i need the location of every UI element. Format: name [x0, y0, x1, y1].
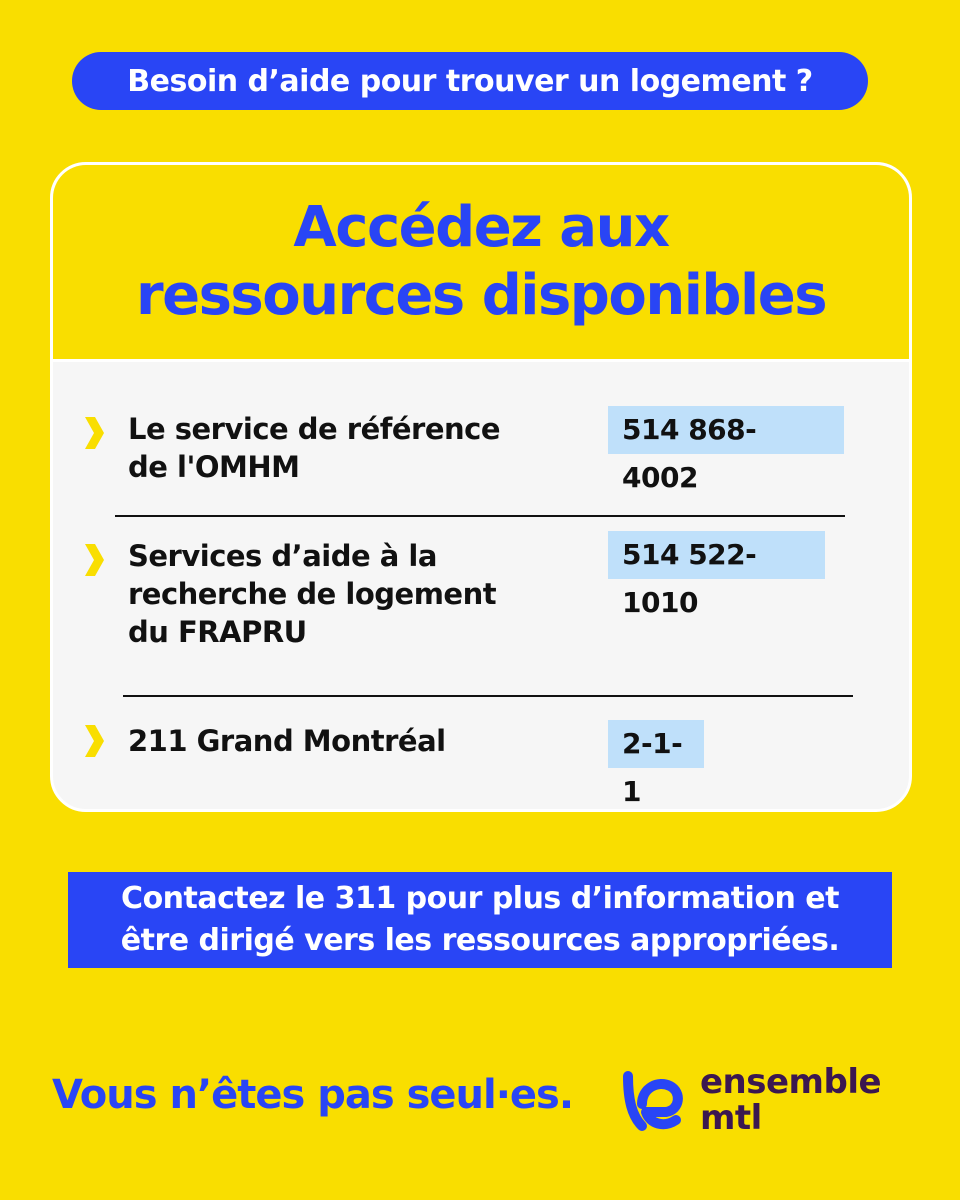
resource-label-line: Services d’aide à la — [128, 539, 437, 573]
phone-number-211[interactable]: 2-1-1 — [608, 720, 704, 768]
header-pill — [72, 52, 868, 110]
tagline: Vous n’êtes pas seul·es. — [52, 1072, 574, 1118]
resource-label-line: 211 Grand Montréal — [128, 724, 446, 758]
chevron-right-icon — [83, 724, 105, 758]
divider — [123, 695, 853, 697]
ensemble-mtl-logo — [622, 1064, 912, 1144]
logo-wordmark — [700, 1064, 881, 1136]
card-title-line-2: ressources disponibles — [135, 263, 827, 328]
phone-number-omhm[interactable]: 514 868-4002 — [608, 406, 844, 454]
logo-line-2: mtl — [700, 1098, 762, 1138]
resource-label-omhm — [128, 410, 500, 486]
resource-label-line: du FRAPRU — [128, 615, 307, 649]
card-title-line-1: Accédez aux — [293, 195, 669, 260]
resource-label-line: Le service de référence — [128, 412, 501, 446]
ensemble-mtl-logo-icon — [622, 1070, 688, 1136]
contact-311-banner — [68, 872, 892, 968]
cta-line-2: être dirigé vers les ressources appropriées. — [120, 923, 840, 958]
resource-label-line: recherche de logement — [128, 577, 497, 611]
logo-line-1: ensemble — [700, 1062, 882, 1102]
resource-label-frapru — [128, 537, 496, 651]
chevron-right-icon — [83, 543, 105, 577]
resources-card — [50, 162, 912, 812]
resource-label-211 — [128, 722, 446, 760]
resource-label-line: de l'OMHM — [128, 450, 300, 484]
divider — [115, 515, 845, 517]
card-header — [53, 165, 909, 362]
header-pill-text: Besoin d’aide pour trouver un logement ? — [127, 63, 813, 99]
chevron-right-icon — [83, 416, 105, 450]
phone-number-frapru[interactable]: 514 522-1010 — [608, 531, 825, 579]
cta-line-1: Contactez le 311 pour plus d’information et — [121, 881, 839, 916]
